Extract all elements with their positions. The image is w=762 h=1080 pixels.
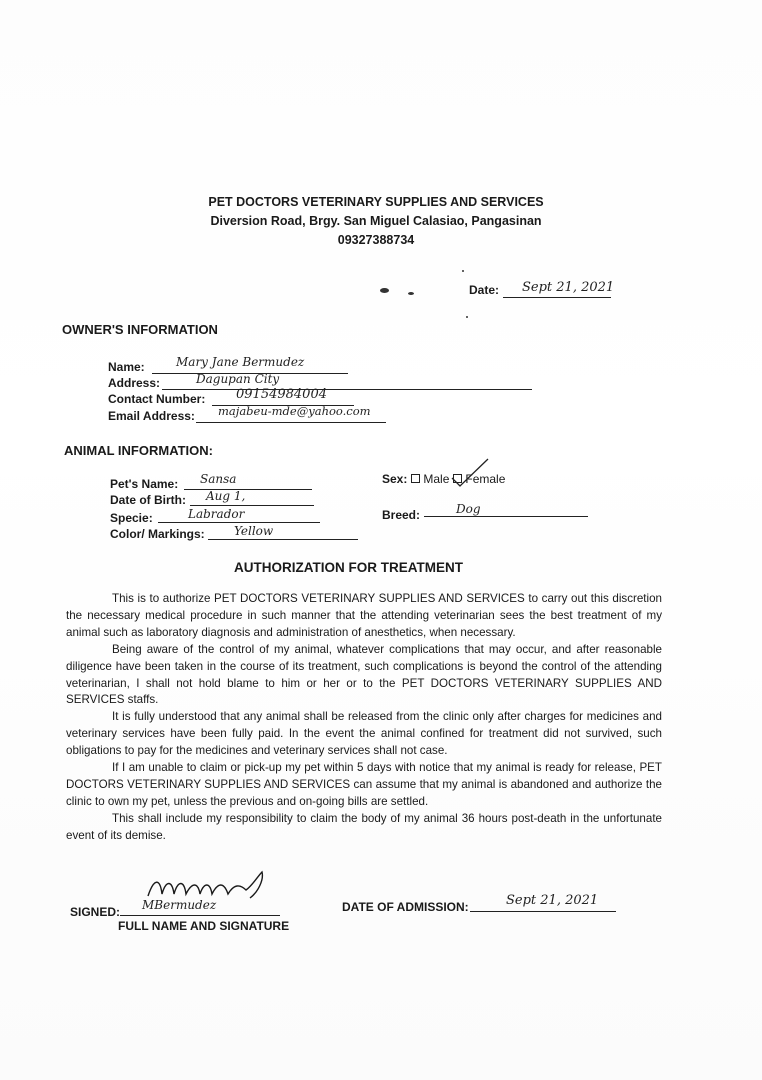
- breed-value: Dog: [456, 502, 481, 516]
- admission-date-value: Sept 21, 2021: [506, 893, 599, 908]
- authorization-paragraph-4: If I am unable to claim or pick-up my pet within 5 days with notice that my animal is ready for release, PET DOCTORS VETERINARY SUPPLIES AND SERVICES can assume that my animal is abandoned and authorize the clinic to own my pet, unless the previous and on-going bills are settled.: [66, 761, 662, 808]
- admission-date-line: [470, 911, 616, 912]
- owner-contact-label: Contact Number:: [108, 392, 206, 406]
- owner-info-title: OWNER'S INFORMATION: [62, 322, 218, 337]
- scan-speck: [380, 288, 389, 293]
- owner-name-value: Mary Jane Bermudez: [176, 355, 305, 369]
- dob-label: Date of Birth:: [110, 493, 186, 507]
- male-label: Male: [423, 472, 450, 486]
- color-value: Yellow: [234, 524, 274, 538]
- breed-label: Breed:: [382, 508, 421, 522]
- dob-value: Aug 1,: [206, 489, 246, 503]
- owner-email-label: Email Address:: [108, 409, 195, 423]
- owner-address-line: [162, 389, 532, 390]
- clinic-address: Diversion Road, Brgy. San Miguel Calasiao, Pangasinan: [210, 214, 542, 228]
- pet-name-value: Sansa: [200, 472, 237, 486]
- scan-speck: [408, 292, 414, 295]
- signature-name: MBermudez: [142, 898, 217, 912]
- date-label: Date:: [469, 283, 500, 297]
- authorization-paragraph-3: It is fully understood that any animal shall be released from the clinic only after charges for medicines and veterinary services have been fully paid. In the event the animal confined for treatment did not survived, such obligations to pay for the medicines and veterinary services shall not case.: [66, 710, 662, 758]
- female-check-mark: [450, 456, 492, 490]
- specie-label: Specie:: [110, 511, 153, 525]
- specie-line: [158, 522, 320, 523]
- signature-line: [120, 915, 280, 916]
- authorization-paragraph-2: Being aware of the control of my animal, whatever complications that may occur, and after reasonable diligence have been taken in the course of its treatment, such complications is beyond the control of the attending veterinarian, I shall not hold blame to him or her or to the PET DOCTORS VETERINARY SUPPLIES AND SERVICES staffs.: [66, 642, 662, 707]
- sex-label: Sex:: [382, 472, 408, 486]
- scan-speck: [466, 316, 468, 318]
- clinic-phone: 09327388734: [337, 233, 415, 247]
- owner-email-line: [196, 422, 386, 423]
- color-line: [208, 539, 358, 540]
- authorization-paragraph-5: This shall include my responsibility to claim the body of my animal 36 hours post-death in the unfortunate event of its demise.: [66, 811, 662, 842]
- date-line: [503, 297, 611, 298]
- signature-caption: FULL NAME AND SIGNATURE: [118, 919, 290, 933]
- scan-speck: [462, 270, 464, 272]
- breed-line: [424, 516, 588, 517]
- owner-contact-value: 09154984004: [236, 387, 327, 402]
- animal-info-title: ANIMAL INFORMATION:: [64, 443, 213, 458]
- authorization-title: AUTHORIZATION FOR TREATMENT: [234, 560, 463, 575]
- female-label: Female: [465, 472, 506, 486]
- owner-address-label: Address:: [108, 376, 161, 390]
- color-label: Color/ Markings:: [110, 527, 205, 541]
- authorization-body: [66, 591, 662, 845]
- owner-email-value: majabeu-mde@yahoo.com: [218, 404, 371, 418]
- signed-label: SIGNED:: [70, 905, 121, 919]
- pet-name-label: Pet's Name:: [110, 477, 179, 491]
- pet-name-line: [184, 489, 312, 490]
- admission-date-label: DATE OF ADMISSION:: [342, 900, 469, 914]
- authorization-paragraph-1: This is to authorize PET DOCTORS VETERINARY SUPPLIES AND SERVICES to carry out this discretion the necessary medical procedure in such manner that the attending veterinarian sees the best treatment of my animal such as laboratory diagnosis and administration of anesthetics, when necessary.: [66, 592, 662, 639]
- male-checkbox[interactable]: [411, 474, 420, 483]
- specie-value: Labrador: [188, 507, 245, 521]
- owner-address-value: Dagupan City: [196, 372, 280, 386]
- date-value: Sept 21, 2021: [522, 280, 615, 295]
- dob-line: [190, 505, 314, 506]
- clinic-name: PET DOCTORS VETERINARY SUPPLIES AND SERVICES: [208, 195, 544, 209]
- owner-name-label: Name:: [108, 360, 145, 374]
